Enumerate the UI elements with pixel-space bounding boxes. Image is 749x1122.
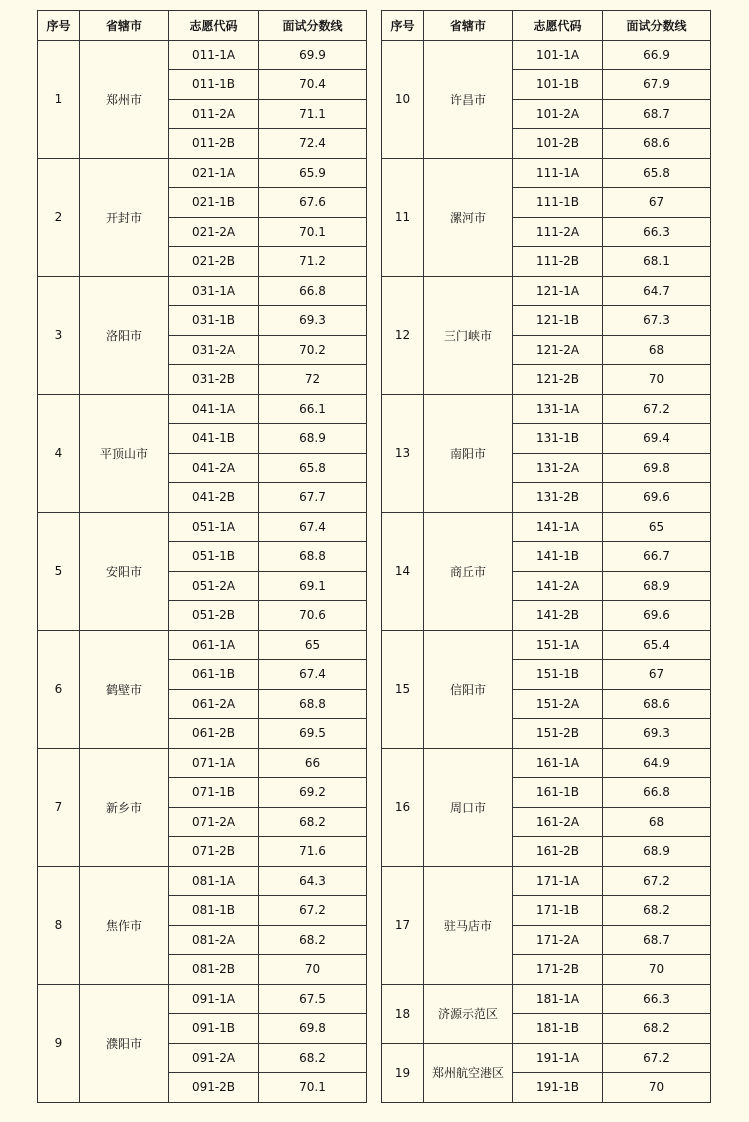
code-cell: 031-2A bbox=[169, 335, 259, 365]
code-cell: 121-2B bbox=[513, 365, 603, 395]
score-cell: 64.3 bbox=[259, 866, 367, 896]
score-cell: 67.6 bbox=[259, 188, 367, 218]
code-cell: 121-2A bbox=[513, 335, 603, 365]
score-cell: 70.4 bbox=[259, 70, 367, 100]
score-table-left bbox=[37, 10, 367, 1103]
score-cell: 72 bbox=[259, 365, 367, 395]
code-cell: 081-1A bbox=[169, 866, 259, 896]
table-row bbox=[382, 158, 711, 188]
score-cell: 68.2 bbox=[259, 925, 367, 955]
code-cell: 081-1B bbox=[169, 896, 259, 926]
code-cell: 101-2B bbox=[513, 129, 603, 159]
city-cell: 济源示范区 bbox=[424, 984, 513, 1043]
city-cell: 郑州市 bbox=[80, 40, 169, 158]
score-cell: 65 bbox=[603, 512, 711, 542]
code-cell: 141-1A bbox=[513, 512, 603, 542]
score-cell: 67 bbox=[603, 188, 711, 218]
score-cell: 67.2 bbox=[259, 896, 367, 926]
code-cell: 151-2B bbox=[513, 719, 603, 749]
city-cell: 信阳市 bbox=[424, 630, 513, 748]
code-cell: 041-1A bbox=[169, 394, 259, 424]
score-cell: 65.8 bbox=[259, 453, 367, 483]
score-cell: 64.9 bbox=[603, 748, 711, 778]
seq-cell: 19 bbox=[382, 1043, 424, 1102]
score-cell: 64.7 bbox=[603, 276, 711, 306]
code-cell: 181-1A bbox=[513, 984, 603, 1014]
score-cell: 69.2 bbox=[259, 778, 367, 808]
score-cell: 68 bbox=[603, 807, 711, 837]
score-cell: 66.3 bbox=[603, 984, 711, 1014]
seq-cell: 14 bbox=[382, 512, 424, 630]
score-cell: 68.9 bbox=[259, 424, 367, 454]
table-row bbox=[38, 158, 367, 188]
code-cell: 011-2A bbox=[169, 99, 259, 129]
seq-cell: 3 bbox=[38, 276, 80, 394]
code-cell: 021-1A bbox=[169, 158, 259, 188]
score-cell: 67.7 bbox=[259, 483, 367, 513]
code-cell: 021-1B bbox=[169, 188, 259, 218]
seq-cell: 6 bbox=[38, 630, 80, 748]
score-cell: 68.1 bbox=[603, 247, 711, 277]
code-cell: 111-1B bbox=[513, 188, 603, 218]
score-cell: 68.9 bbox=[603, 837, 711, 867]
score-cell: 68.2 bbox=[259, 807, 367, 837]
code-cell: 021-2A bbox=[169, 217, 259, 247]
score-cell: 65 bbox=[259, 630, 367, 660]
header-city: 省辖市 bbox=[424, 11, 513, 41]
score-cell: 68.9 bbox=[603, 571, 711, 601]
city-cell: 商丘市 bbox=[424, 512, 513, 630]
city-cell: 新乡市 bbox=[80, 748, 169, 866]
score-cell: 67.3 bbox=[603, 306, 711, 336]
seq-cell: 16 bbox=[382, 748, 424, 866]
score-cell: 70 bbox=[603, 1073, 711, 1103]
city-cell: 鹤壁市 bbox=[80, 630, 169, 748]
code-cell: 161-1A bbox=[513, 748, 603, 778]
score-cell: 67.5 bbox=[259, 984, 367, 1014]
code-cell: 051-2B bbox=[169, 601, 259, 631]
score-cell: 70.6 bbox=[259, 601, 367, 631]
code-cell: 011-2B bbox=[169, 129, 259, 159]
code-cell: 131-2A bbox=[513, 453, 603, 483]
city-cell: 洛阳市 bbox=[80, 276, 169, 394]
city-cell: 平顶山市 bbox=[80, 394, 169, 512]
header-seq: 序号 bbox=[382, 11, 424, 41]
seq-cell: 17 bbox=[382, 866, 424, 984]
code-cell: 041-2B bbox=[169, 483, 259, 513]
table-row bbox=[382, 1043, 711, 1073]
code-cell: 071-1B bbox=[169, 778, 259, 808]
code-cell: 031-1B bbox=[169, 306, 259, 336]
table-row bbox=[382, 40, 711, 70]
code-cell: 161-2B bbox=[513, 837, 603, 867]
code-cell: 061-2B bbox=[169, 719, 259, 749]
table-row bbox=[38, 512, 367, 542]
code-cell: 161-1B bbox=[513, 778, 603, 808]
score-cell: 66 bbox=[259, 748, 367, 778]
seq-cell: 1 bbox=[38, 40, 80, 158]
city-cell: 许昌市 bbox=[424, 40, 513, 158]
score-cell: 72.4 bbox=[259, 129, 367, 159]
score-cell: 70.2 bbox=[259, 335, 367, 365]
score-cell: 66.8 bbox=[603, 778, 711, 808]
table-row bbox=[38, 630, 367, 660]
score-cell: 66.8 bbox=[259, 276, 367, 306]
code-cell: 141-2A bbox=[513, 571, 603, 601]
city-cell: 焦作市 bbox=[80, 866, 169, 984]
city-cell: 三门峡市 bbox=[424, 276, 513, 394]
score-cell: 71.1 bbox=[259, 99, 367, 129]
table-row bbox=[38, 276, 367, 306]
table-row bbox=[38, 866, 367, 896]
score-table-right bbox=[381, 10, 711, 1103]
code-cell: 041-1B bbox=[169, 424, 259, 454]
code-cell: 031-2B bbox=[169, 365, 259, 395]
code-cell: 091-1B bbox=[169, 1014, 259, 1044]
code-cell: 091-2A bbox=[169, 1043, 259, 1073]
city-cell: 驻马店市 bbox=[424, 866, 513, 984]
code-cell: 141-2B bbox=[513, 601, 603, 631]
table-row bbox=[382, 748, 711, 778]
score-cell: 65.4 bbox=[603, 630, 711, 660]
code-cell: 111-2B bbox=[513, 247, 603, 277]
table-row bbox=[38, 394, 367, 424]
score-cell: 68.8 bbox=[259, 542, 367, 572]
seq-cell: 15 bbox=[382, 630, 424, 748]
city-cell: 濮阳市 bbox=[80, 984, 169, 1102]
score-cell: 70.1 bbox=[259, 1073, 367, 1103]
code-cell: 101-1A bbox=[513, 40, 603, 70]
code-cell: 051-1A bbox=[169, 512, 259, 542]
score-cell: 67.2 bbox=[603, 866, 711, 896]
score-cell: 69.1 bbox=[259, 571, 367, 601]
code-cell: 171-2B bbox=[513, 955, 603, 985]
table-row bbox=[382, 630, 711, 660]
code-cell: 061-1A bbox=[169, 630, 259, 660]
code-cell: 171-1B bbox=[513, 896, 603, 926]
seq-cell: 12 bbox=[382, 276, 424, 394]
score-cell: 68.2 bbox=[259, 1043, 367, 1073]
score-cell: 69.8 bbox=[259, 1014, 367, 1044]
score-cell: 70.1 bbox=[259, 217, 367, 247]
score-cell: 68.2 bbox=[603, 1014, 711, 1044]
code-cell: 061-1B bbox=[169, 660, 259, 690]
score-cell: 69.4 bbox=[603, 424, 711, 454]
score-cell: 66.7 bbox=[603, 542, 711, 572]
seq-cell: 8 bbox=[38, 866, 80, 984]
score-cell: 67.2 bbox=[603, 1043, 711, 1073]
code-cell: 151-1B bbox=[513, 660, 603, 690]
score-cell: 68 bbox=[603, 335, 711, 365]
code-cell: 101-2A bbox=[513, 99, 603, 129]
code-cell: 151-1A bbox=[513, 630, 603, 660]
seq-cell: 5 bbox=[38, 512, 80, 630]
seq-cell: 11 bbox=[382, 158, 424, 276]
code-cell: 101-1B bbox=[513, 70, 603, 100]
code-cell: 041-2A bbox=[169, 453, 259, 483]
score-cell: 70 bbox=[259, 955, 367, 985]
code-cell: 171-1A bbox=[513, 866, 603, 896]
code-cell: 071-2A bbox=[169, 807, 259, 837]
code-cell: 111-1A bbox=[513, 158, 603, 188]
seq-cell: 7 bbox=[38, 748, 80, 866]
table-row bbox=[382, 866, 711, 896]
score-cell: 69.9 bbox=[259, 40, 367, 70]
code-cell: 091-2B bbox=[169, 1073, 259, 1103]
score-cell: 68.7 bbox=[603, 925, 711, 955]
code-cell: 121-1B bbox=[513, 306, 603, 336]
code-cell: 051-2A bbox=[169, 571, 259, 601]
header-seq: 序号 bbox=[38, 11, 80, 41]
code-cell: 121-1A bbox=[513, 276, 603, 306]
code-cell: 051-1B bbox=[169, 542, 259, 572]
score-cell: 67.2 bbox=[603, 394, 711, 424]
code-cell: 131-2B bbox=[513, 483, 603, 513]
table-row bbox=[38, 984, 367, 1014]
score-cell: 70 bbox=[603, 955, 711, 985]
city-cell: 漯河市 bbox=[424, 158, 513, 276]
code-cell: 191-1B bbox=[513, 1073, 603, 1103]
table-row bbox=[38, 748, 367, 778]
score-cell: 69.6 bbox=[603, 483, 711, 513]
code-cell: 011-1A bbox=[169, 40, 259, 70]
code-cell: 091-1A bbox=[169, 984, 259, 1014]
code-cell: 031-1A bbox=[169, 276, 259, 306]
score-cell: 69.8 bbox=[603, 453, 711, 483]
code-cell: 111-2A bbox=[513, 217, 603, 247]
score-cell: 66.1 bbox=[259, 394, 367, 424]
code-cell: 171-2A bbox=[513, 925, 603, 955]
code-cell: 081-2A bbox=[169, 925, 259, 955]
city-cell: 周口市 bbox=[424, 748, 513, 866]
city-cell: 开封市 bbox=[80, 158, 169, 276]
code-cell: 011-1B bbox=[169, 70, 259, 100]
score-cell: 68.6 bbox=[603, 689, 711, 719]
code-cell: 081-2B bbox=[169, 955, 259, 985]
table-row bbox=[382, 394, 711, 424]
score-cell: 71.6 bbox=[259, 837, 367, 867]
header-city: 省辖市 bbox=[80, 11, 169, 41]
table-row bbox=[382, 276, 711, 306]
score-cell: 68.8 bbox=[259, 689, 367, 719]
score-cell: 66.9 bbox=[603, 40, 711, 70]
city-cell: 安阳市 bbox=[80, 512, 169, 630]
seq-cell: 9 bbox=[38, 984, 80, 1102]
score-cell: 67.9 bbox=[603, 70, 711, 100]
score-cell: 65.9 bbox=[259, 158, 367, 188]
score-cell: 71.2 bbox=[259, 247, 367, 277]
city-cell: 郑州航空港区 bbox=[424, 1043, 513, 1102]
score-cell: 67.4 bbox=[259, 512, 367, 542]
code-cell: 061-2A bbox=[169, 689, 259, 719]
header-score: 面试分数线 bbox=[259, 11, 367, 41]
score-cell: 65.8 bbox=[603, 158, 711, 188]
score-cell: 67.4 bbox=[259, 660, 367, 690]
header-score: 面试分数线 bbox=[603, 11, 711, 41]
score-cell: 68.7 bbox=[603, 99, 711, 129]
score-cell: 68.6 bbox=[603, 129, 711, 159]
code-cell: 071-2B bbox=[169, 837, 259, 867]
score-cell: 69.3 bbox=[603, 719, 711, 749]
score-cell: 68.2 bbox=[603, 896, 711, 926]
code-cell: 131-1B bbox=[513, 424, 603, 454]
table-row bbox=[382, 512, 711, 542]
score-cell: 67 bbox=[603, 660, 711, 690]
header-code: 志愿代码 bbox=[513, 11, 603, 41]
seq-cell: 4 bbox=[38, 394, 80, 512]
code-cell: 161-2A bbox=[513, 807, 603, 837]
code-cell: 131-1A bbox=[513, 394, 603, 424]
code-cell: 141-1B bbox=[513, 542, 603, 572]
code-cell: 181-1B bbox=[513, 1014, 603, 1044]
score-cell: 69.6 bbox=[603, 601, 711, 631]
seq-cell: 10 bbox=[382, 40, 424, 158]
score-cell: 69.3 bbox=[259, 306, 367, 336]
score-cell: 70 bbox=[603, 365, 711, 395]
table-row bbox=[38, 40, 367, 70]
header-row bbox=[382, 11, 711, 41]
code-cell: 151-2A bbox=[513, 689, 603, 719]
seq-cell: 18 bbox=[382, 984, 424, 1043]
code-cell: 191-1A bbox=[513, 1043, 603, 1073]
seq-cell: 13 bbox=[382, 394, 424, 512]
header-row bbox=[38, 11, 367, 41]
seq-cell: 2 bbox=[38, 158, 80, 276]
code-cell: 021-2B bbox=[169, 247, 259, 277]
code-cell: 071-1A bbox=[169, 748, 259, 778]
city-cell: 南阳市 bbox=[424, 394, 513, 512]
table-row bbox=[382, 984, 711, 1014]
header-code: 志愿代码 bbox=[169, 11, 259, 41]
score-cell: 66.3 bbox=[603, 217, 711, 247]
score-cell: 69.5 bbox=[259, 719, 367, 749]
